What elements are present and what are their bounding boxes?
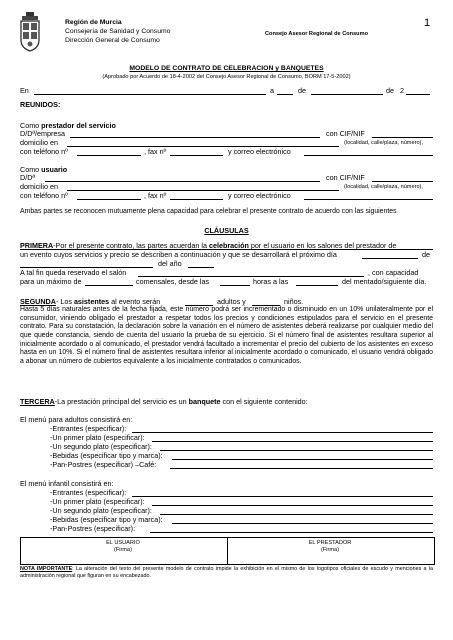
primera-year-label: del año bbox=[158, 259, 182, 268]
primera-salon-label: A tal fin queda reservado el salón bbox=[20, 268, 127, 277]
provider-fax-label: , fax nº bbox=[144, 147, 167, 156]
user-phone-label: con teléfono nº bbox=[20, 191, 68, 200]
page-title: MODELO DE CONTRATO DE CELEBRACION y BANQUETES bbox=[129, 65, 324, 72]
user-email-label: y correo electrónico bbox=[228, 191, 291, 200]
adult-menu-item: -Un segundo plato (especificar): bbox=[50, 442, 152, 451]
primera-day-label: del mentado/siguiente día. bbox=[342, 277, 427, 286]
primera-max-label: para un máximo de bbox=[20, 277, 82, 286]
adult-menu-field[interactable] bbox=[152, 441, 433, 442]
user-fax-label: , fax nº bbox=[144, 191, 167, 200]
important-note: NOTA IMPORTANTE: La alteración del texto del presente modelo de contrato impide la exhibición en el mismo de los logotipos oficiales de escudo y menciones a la administración regional que figuran en su encabezado. bbox=[20, 566, 434, 579]
child-menu-field[interactable] bbox=[132, 496, 433, 497]
provider-cif-label: con CIF/NIF bbox=[326, 129, 365, 138]
provider-signature-label: EL PRESTADOR bbox=[308, 540, 352, 546]
provider-address-hint: (localidad, calle/plaza, número), bbox=[344, 140, 423, 146]
year-prefix: 2 bbox=[400, 86, 404, 95]
date-de2-label: de bbox=[386, 86, 394, 95]
user-cif-field[interactable] bbox=[372, 181, 433, 182]
date-de1-label: de bbox=[298, 86, 306, 95]
segunda-adults-label: adultos y bbox=[217, 297, 246, 306]
child-menu-field[interactable] bbox=[150, 532, 433, 533]
primera-de-label: de bbox=[422, 250, 430, 259]
adult-menu-item: -Entrantes (especificar): bbox=[50, 424, 127, 433]
provider-cif-field[interactable] bbox=[372, 137, 433, 138]
user-address-hint: (localidad, calle/plaza, número), bbox=[344, 184, 423, 190]
user-heading: Como usuario bbox=[20, 165, 68, 174]
user-cif-label: con CIF/NIF bbox=[326, 173, 365, 182]
user-signature-sub: (Firma) bbox=[113, 547, 133, 553]
segunda-line1: SEGUNDA- Los asistentes al evento serán bbox=[20, 297, 161, 306]
primera-from-label: comensales, desde las bbox=[136, 277, 210, 286]
end-hour-field[interactable] bbox=[296, 285, 338, 286]
adult-menu-item: -Un primer plato (especificar): bbox=[50, 433, 145, 442]
place-label: En bbox=[20, 86, 29, 95]
primera-line1: PRIMERA-Por el presente contrato, las partes acuerdan la celebración por el usuario en los salones del prestador de bbox=[20, 241, 397, 250]
provider-address-label: domicilio en bbox=[20, 138, 58, 147]
max-guests-field[interactable] bbox=[85, 285, 133, 286]
child-menu-item: -Bebidas (especificar tipo y marca): bbox=[50, 515, 163, 524]
recognition-text: Ambas partes se reconocen mutuamente plena capacidad para celebrar el presente contrato de acuerdo con las siguientes bbox=[20, 208, 397, 215]
child-menu-field[interactable] bbox=[172, 523, 433, 524]
year-field[interactable] bbox=[406, 94, 430, 95]
provider-phone-field[interactable] bbox=[77, 155, 141, 156]
user-address-field[interactable] bbox=[67, 190, 339, 191]
user-signature-label: EL USUARIO bbox=[106, 540, 140, 546]
page-subtitle: (Aprobado por Acuerdo de 18-4-2002 del Consejo Asesor Regional de Consumo, BORM 17-5-2002) bbox=[102, 74, 351, 80]
child-menu-field[interactable] bbox=[152, 505, 433, 506]
primera-to-label: horas a las bbox=[253, 277, 289, 286]
provider-email-label: y correo electrónico bbox=[228, 147, 291, 156]
adult-menu-item: -Pan-Postres (especificar) –Café: bbox=[50, 460, 157, 469]
provider-fax-field[interactable] bbox=[170, 155, 223, 156]
child-menu-item: -Pan-Postres (especificar): bbox=[50, 524, 136, 533]
place-field[interactable] bbox=[34, 94, 266, 95]
provider-heading: Como prestador del servicio bbox=[20, 121, 116, 130]
provider-address-field[interactable] bbox=[67, 146, 339, 147]
adult-menu-field[interactable] bbox=[170, 468, 433, 469]
adult-menu-field[interactable] bbox=[172, 459, 433, 460]
user-address-label: domicilio en bbox=[20, 182, 58, 191]
day-field[interactable] bbox=[277, 94, 293, 95]
page-number: 1 bbox=[424, 17, 431, 29]
header-region: Región de Murcia bbox=[65, 19, 122, 26]
primera-capacity-label: , con capacidad bbox=[368, 268, 419, 277]
user-fax-field[interactable] bbox=[170, 199, 223, 200]
user-name-field[interactable] bbox=[45, 181, 320, 182]
child-menu-field[interactable] bbox=[160, 514, 433, 515]
child-menu-item: -Entrantes (especificar): bbox=[50, 488, 127, 497]
segunda-body: Hasta 5 días naturales antes de la fecha fijada, este número podrá ser incrementado o disminuido en un 10% unilateralmente por el consumidor, viniendo obligado el prestador a respetar todos los precios y condiciones estipulados para el servicio en el presente contrato. Para su constatación, la declaración sobre la variación en el número de asistentes deberá realizarse por cualquier medio del que quede constancia, siendo de cuenta del usuario la prueba de su ejercicio. Si el número final de asistentes resultara superior al inicialmente acordado o al comunicado, el prestador vendrá facultado a incrementar el precio del cubierto de los asistentes en exceso hasta en un 10%. Si el número final de asistentes resultara inferior al inicialmente acordado o comunicado, el usuario vendrá obligado a abonar un número de cubiertos equivalente a los inicialmente contratados o comunicados. bbox=[20, 306, 433, 365]
header-directorate: Dirección General de Consumo bbox=[65, 37, 160, 44]
tercera-line: TERCERA-La prestación principal del servicio es un banquete con el siguiente contenido: bbox=[20, 397, 308, 406]
start-hour-field[interactable] bbox=[220, 285, 250, 286]
child-menu-item: -Un primer plato (especificar): bbox=[50, 497, 145, 506]
header-council: Consejo Asesor Regional de Consumo bbox=[265, 31, 368, 37]
provider-name-label: D/Dª/empresa bbox=[20, 129, 65, 138]
event-day-field[interactable] bbox=[362, 258, 418, 259]
date-a-label: a bbox=[270, 86, 274, 95]
event-year-field[interactable] bbox=[188, 267, 214, 268]
adult-menu-item: -Bebidas (especificar tipo y marca): bbox=[50, 451, 163, 460]
child-menu-heading: El menú infantil consistirá en: bbox=[20, 479, 114, 488]
month-field[interactable] bbox=[311, 94, 383, 95]
reunidos-heading: REUNIDOS: bbox=[20, 100, 61, 109]
provider-email-field[interactable] bbox=[304, 155, 433, 156]
provider-phone-label: con teléfono nº bbox=[20, 147, 68, 156]
adult-menu-heading: El menú para adultos consistirá en: bbox=[20, 415, 133, 424]
provider-signature-sub: (Firma) bbox=[320, 547, 340, 553]
child-menu-item: -Un segundo plato (especificar): bbox=[50, 506, 152, 515]
segunda-children-label: niños. bbox=[284, 297, 304, 306]
region-crest-icon bbox=[18, 12, 42, 52]
clausulas-heading: CLÁUSULAS bbox=[204, 226, 249, 235]
adult-menu-field[interactable] bbox=[160, 450, 433, 451]
user-name-label: D/Dª bbox=[20, 173, 36, 182]
primera-line2: un evento cuyos servicios y precio se describen a continuación y que se desarrollará el próximo día bbox=[20, 250, 337, 259]
user-phone-field[interactable] bbox=[77, 199, 141, 200]
provider-name-field[interactable] bbox=[70, 137, 320, 138]
user-email-field[interactable] bbox=[304, 199, 433, 200]
header-department: Consejería de Sanidad y Consumo bbox=[65, 28, 171, 35]
adult-menu-field[interactable] bbox=[132, 432, 433, 433]
